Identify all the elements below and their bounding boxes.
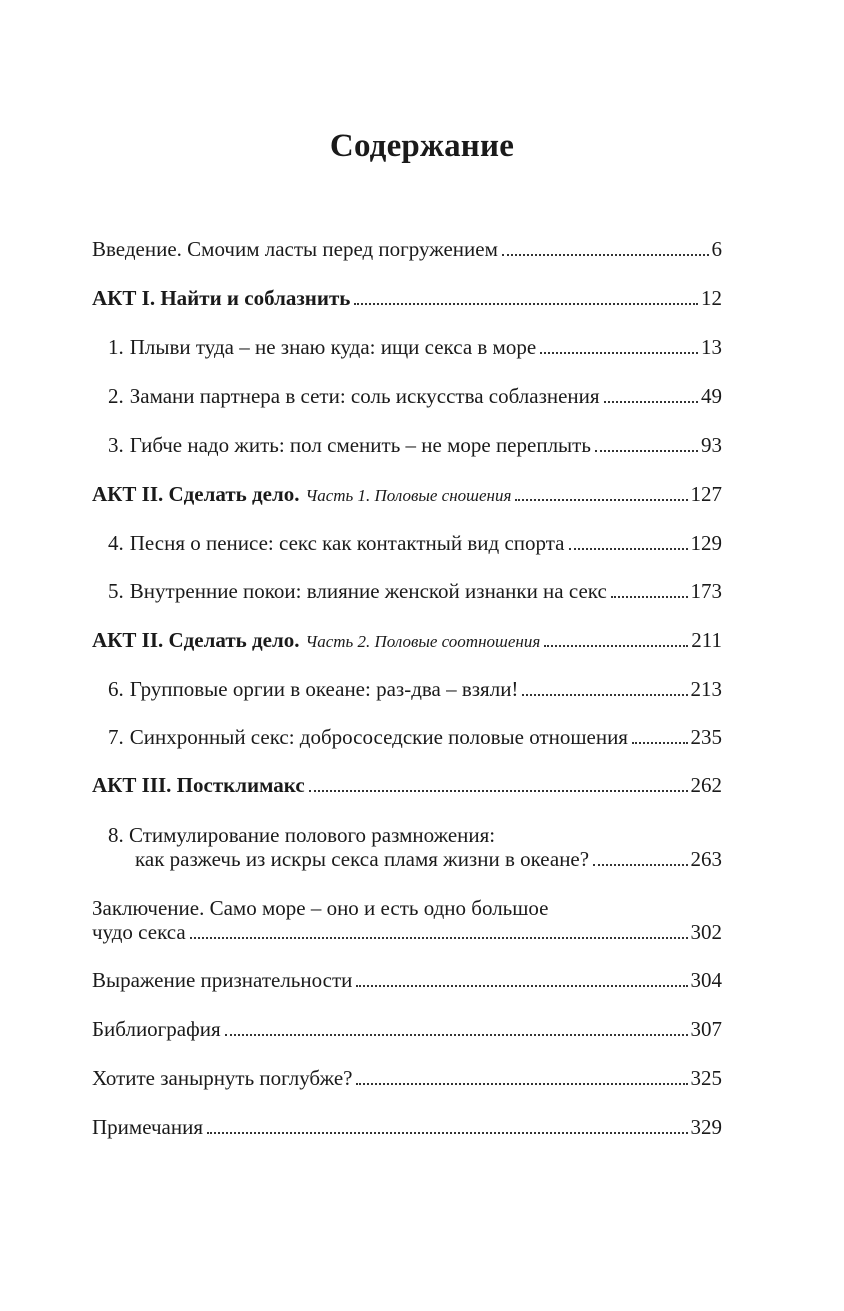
dot-leader [632,742,688,744]
toc-entry-act-1[interactable] [92,285,722,311]
dot-leader [515,499,687,501]
toc-entry-title: Плыви туда – не знаю куда: ищи секса в море [129,335,537,359]
chapter-number: 4. [108,531,124,555]
page-number: 304 [690,968,722,992]
dot-leader [540,352,698,354]
page-number: 263 [690,847,722,871]
page-number: 211 [691,628,722,652]
dot-leader [309,790,688,792]
toc-entry-title: Групповые оргии в океане: раз-два – взяли! [129,677,519,701]
page-number: 173 [690,579,722,603]
page-number: 262 [690,773,722,797]
page-title: Содержание [329,128,515,164]
toc-entry-title: как разжечь из искры секса пламя жизни в океане? [135,847,590,871]
page-number: 6 [711,237,722,261]
toc-entry-chapter-5[interactable] [108,578,722,604]
toc-entry-title: Синхронный секс: добрососедские половые отношения [129,725,628,749]
toc-entry-introduction[interactable] [92,236,722,262]
toc-entry-title: чудо секса [92,920,186,944]
dot-leader [611,596,688,598]
chapter-number: 8. [108,823,124,847]
chapter-number: 5. [108,579,124,603]
page-number: 235 [690,725,722,749]
toc-entry-chapter-7[interactable] [108,724,722,750]
toc-entry-title: Примечания [92,1115,204,1139]
chapter-number: 3. [108,433,124,457]
page-number: 49 [701,384,722,408]
toc-entry-chapter-1[interactable] [108,334,722,360]
page-number: 329 [690,1115,722,1139]
toc-entry-act-2-part-1[interactable] [92,481,722,509]
page-number: 93 [701,433,722,457]
toc-entry-title: АКТ II. Сделать дело. [92,482,300,506]
toc-entry-subtitle: Часть 1. Половые сношения [305,486,512,505]
dot-leader [207,1132,687,1134]
toc-entry-title: Песня о пенисе: секс как контактный вид спорта [129,531,565,555]
dot-leader [569,548,688,550]
toc-entry-chapter-2[interactable] [108,383,722,409]
dot-leader [595,450,698,452]
toc-entry-bibliography[interactable] [92,1016,722,1042]
toc-entry-title-line1: Стимулирование полового размножения: [129,823,496,847]
chapter-number: 1. [108,335,124,359]
toc-entry-acknowledgements[interactable] [92,967,722,993]
toc-entry-chapter-8[interactable] [135,846,722,872]
toc-entry-chapter-4[interactable] [108,530,722,556]
page-number: 325 [690,1066,722,1090]
toc-entry-title-line1: Заключение. Само море – оно и есть одно большое [92,896,549,920]
toc-entry-further-reading[interactable] [92,1065,722,1091]
toc-entry-act-3[interactable] [92,772,722,798]
toc-entry-title: Хотите занырнуть поглубже? [92,1066,353,1090]
dot-leader [604,401,698,403]
toc-entry-title: АКТ I. Найти и соблазнить [92,286,351,310]
page-number: 127 [690,482,722,506]
toc-entry-chapter-3[interactable] [108,432,722,458]
toc-entry-title: Внутренние покои: влияние женской изнанки на секс [129,579,607,603]
chapter-number: 2. [108,384,124,408]
page-number: 307 [690,1017,722,1041]
dot-leader [356,985,687,987]
chapter-number: 7. [108,725,124,749]
dot-leader [522,694,687,696]
page-number: 12 [701,286,722,310]
dot-leader [593,864,687,866]
toc-entry-chapter-6[interactable] [108,676,722,702]
page-number: 302 [690,920,722,944]
toc-entry-notes[interactable] [92,1114,722,1140]
dot-leader [190,937,688,939]
dot-leader [225,1034,688,1036]
toc-entry-conclusion[interactable] [92,919,722,945]
toc-entry-title: АКТ II. Сделать дело. [92,628,300,652]
toc-entry-title: Замани партнера в сети: соль искусства соблазнения [129,384,600,408]
toc-entry-title: Гибче надо жить: пол сменить – не море переплыть [129,433,591,457]
toc-entry-title: Введение. Смочим ласты перед погружением [92,237,498,261]
toc-entry-act-2-part-2[interactable] [92,627,722,655]
dot-leader [502,254,709,256]
toc-entry-title: Библиография [92,1017,221,1041]
page-number: 129 [690,531,722,555]
dot-leader [354,303,698,305]
toc-entry-title: АКТ III. Постклимакс [92,773,305,797]
toc-entry-title: Выражение признательности [92,968,353,992]
page-number: 213 [690,677,722,701]
dot-leader [356,1083,687,1085]
toc-entry-conclusion-line1[interactable] [92,895,549,921]
page-number: 13 [701,335,722,359]
chapter-number: 6. [108,677,124,701]
toc-entry-chapter-8-line1[interactable] [108,822,495,848]
toc-entry-subtitle: Часть 2. Половые соотношения [305,632,541,651]
dot-leader [544,645,688,647]
